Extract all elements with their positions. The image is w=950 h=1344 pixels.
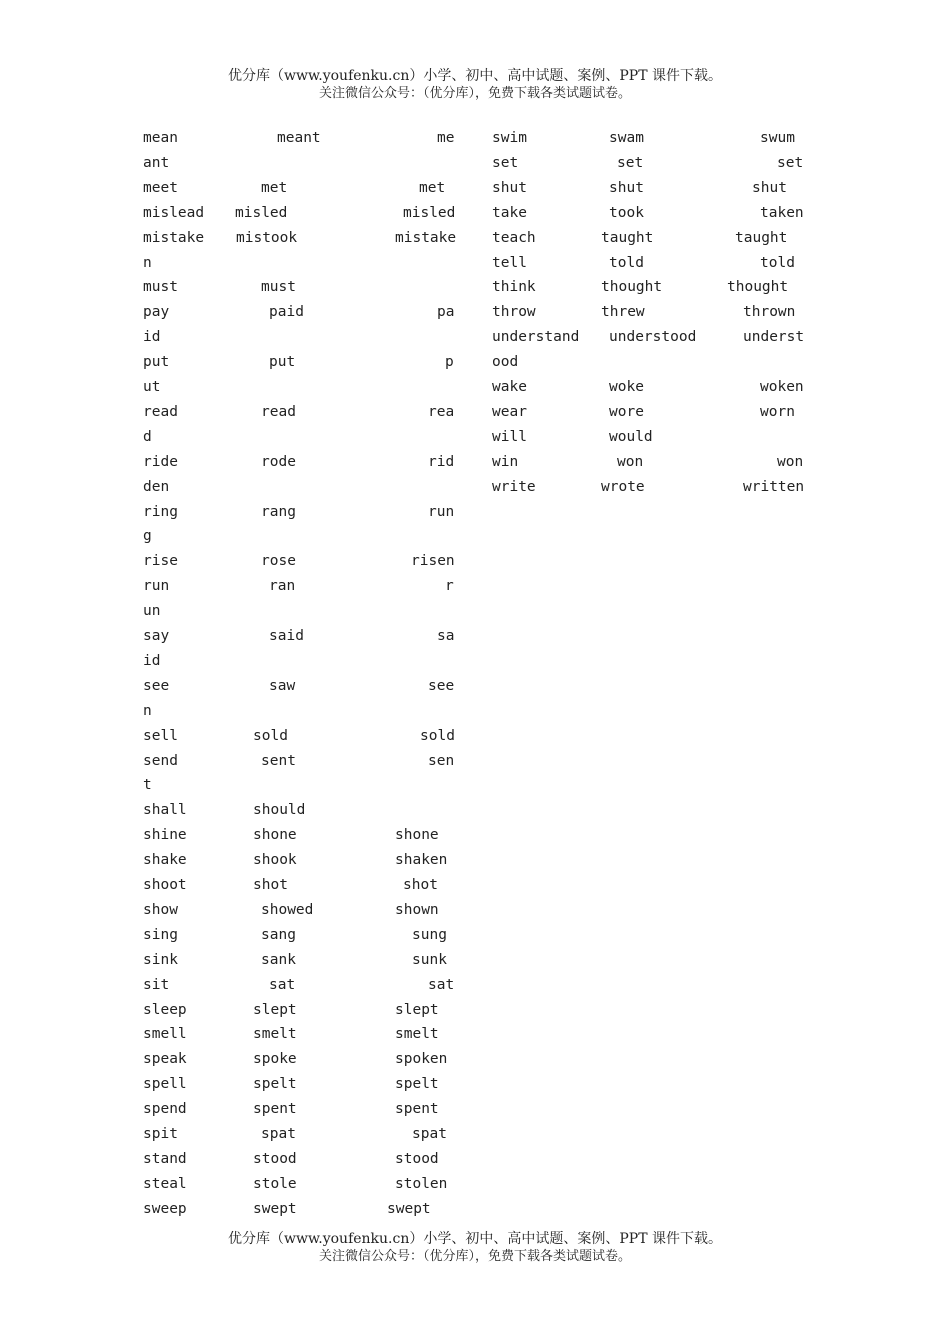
left-verb-row-7-form-2: must bbox=[261, 279, 296, 296]
left-verb-row-26-form-1: send bbox=[143, 752, 178, 769]
right-verb-row-13-form-1: will bbox=[492, 428, 527, 445]
left-verb-row-29-form-2: shone bbox=[253, 827, 297, 844]
left-verb-row-3-form-1: meet bbox=[143, 179, 178, 196]
left-verb-row-13-form-1: d bbox=[143, 428, 152, 445]
left-verb-row-29-form-3: shone bbox=[395, 827, 439, 844]
right-verb-row-15-form-1: write bbox=[492, 478, 536, 495]
right-verb-row-5-form-2: taught bbox=[601, 229, 654, 246]
left-verb-row-42-form-1: stand bbox=[143, 1150, 187, 1167]
left-verb-row-24-form-1: n bbox=[143, 702, 152, 719]
left-verb-row-23-form-2: saw bbox=[269, 677, 296, 694]
left-verb-row-25-form-2: sold bbox=[253, 727, 288, 744]
left-verb-row-4-form-3: misled bbox=[403, 204, 456, 221]
left-verb-row-21-form-1: say bbox=[143, 628, 170, 644]
left-verb-row-28-form-2: should bbox=[253, 802, 306, 819]
right-verb-row-2-form-3: set bbox=[777, 154, 804, 171]
left-verb-row-8-form-2: paid bbox=[269, 304, 304, 321]
right-verb-row-11-form-2: woke bbox=[609, 379, 644, 395]
left-verb-row-39-form-3: spelt bbox=[395, 1076, 439, 1093]
left-verb-row-44-form-2: swept bbox=[253, 1200, 297, 1217]
left-verb-row-43-form-3: stolen bbox=[395, 1175, 448, 1192]
right-verb-row-8-form-2: threw bbox=[601, 304, 645, 321]
header-line-2: 关注微信公众号：（优分库），免费下载各类试题试卷。 bbox=[318, 86, 631, 101]
left-verb-row-37-form-1: smell bbox=[143, 1026, 187, 1043]
left-verb-row-1-form-1: mean bbox=[143, 130, 178, 146]
right-verb-row-6-form-1: tell bbox=[492, 254, 527, 271]
left-verb-row-14-form-2: rode bbox=[261, 453, 296, 470]
left-verb-row-26-form-3: sen bbox=[428, 752, 455, 769]
left-verb-row-18-form-2: rose bbox=[261, 553, 296, 570]
left-verb-row-23-form-3: see bbox=[428, 677, 455, 694]
left-verb-row-41-form-3: spat bbox=[412, 1126, 447, 1142]
left-verb-row-36-form-3: slept bbox=[395, 1001, 439, 1018]
right-verb-row-12-form-1: wear bbox=[492, 403, 527, 420]
right-verb-row-3-form-2: shut bbox=[609, 179, 644, 196]
left-verb-row-33-form-2: sang bbox=[261, 926, 296, 943]
left-verb-row-31-form-2: shot bbox=[253, 877, 288, 893]
right-verb-row-13-form-2: would bbox=[609, 428, 653, 445]
right-verb-row-15-form-3: written bbox=[743, 478, 805, 495]
left-verb-row-42-form-3: stood bbox=[395, 1150, 439, 1167]
left-verb-row-35-form-1: sit bbox=[143, 976, 170, 993]
left-verb-row-10-form-3: p bbox=[445, 354, 454, 371]
left-verb-row-10-form-1: put bbox=[143, 354, 170, 371]
left-verb-row-32-form-2: showed bbox=[261, 901, 314, 918]
right-verb-row-15-form-2: wrote bbox=[601, 478, 645, 495]
left-verb-row-39-form-2: spelt bbox=[253, 1076, 297, 1093]
right-verb-row-7-form-1: think bbox=[492, 279, 536, 296]
left-verb-row-32-form-1: show bbox=[143, 901, 178, 918]
left-verb-row-18-form-3: risen bbox=[411, 553, 455, 570]
left-verb-row-19-form-3: r bbox=[445, 578, 454, 595]
left-verb-row-25-form-1: sell bbox=[143, 727, 178, 744]
left-verb-row-19-form-1: run bbox=[143, 578, 170, 595]
right-verb-row-8-form-1: throw bbox=[492, 304, 536, 321]
right-verb-row-11-form-1: wake bbox=[492, 379, 527, 395]
left-verb-row-11-form-1: ut bbox=[143, 379, 161, 395]
left-verb-row-36-form-2: slept bbox=[253, 1001, 297, 1018]
right-verb-row-9-form-2: understood bbox=[609, 329, 697, 346]
left-verb-row-34-form-3: sunk bbox=[412, 951, 447, 968]
right-verb-row-6-form-2: told bbox=[609, 254, 644, 271]
left-verb-row-29-form-1: shine bbox=[143, 827, 187, 844]
left-verb-row-30-form-1: shake bbox=[143, 852, 187, 869]
left-verb-row-36-form-1: sleep bbox=[143, 1001, 187, 1018]
right-verb-row-12-form-3: worn bbox=[760, 403, 795, 420]
left-verb-row-33-form-3: sung bbox=[412, 926, 447, 943]
left-verb-row-34-form-2: sank bbox=[261, 951, 296, 968]
right-verb-row-1-form-1: swim bbox=[492, 130, 527, 146]
left-verb-row-16-form-3: run bbox=[428, 503, 455, 520]
left-verb-row-17-form-1: g bbox=[143, 528, 152, 545]
right-verb-row-3-form-1: shut bbox=[492, 179, 527, 196]
left-verb-row-21-form-2: said bbox=[269, 628, 304, 644]
right-verb-row-14-form-1: win bbox=[492, 453, 519, 470]
right-verb-row-4-form-2: took bbox=[609, 204, 644, 221]
left-verb-row-16-form-1: ring bbox=[143, 503, 178, 520]
left-verb-row-41-form-1: spit bbox=[143, 1126, 178, 1142]
left-verb-row-1-form-3: me bbox=[437, 130, 455, 146]
left-verb-row-9-form-1: id bbox=[143, 329, 161, 346]
left-verb-row-35-form-2: sat bbox=[269, 976, 296, 993]
footer-line-2: 关注微信公众号：（优分库），免费下载各类试题试卷。 bbox=[318, 1249, 631, 1264]
right-verb-row-2-form-2: set bbox=[617, 154, 644, 171]
left-verb-row-41-form-2: spat bbox=[261, 1126, 296, 1142]
right-verb-row-4-form-3: taken bbox=[760, 204, 804, 221]
right-verb-row-5-form-3: taught bbox=[735, 229, 788, 246]
left-verb-row-8-form-3: pa bbox=[437, 304, 455, 321]
left-verb-row-6-form-1: n bbox=[143, 254, 152, 271]
left-verb-row-22-form-1: id bbox=[143, 652, 161, 669]
left-verb-row-43-form-2: stole bbox=[253, 1175, 297, 1192]
right-verb-row-7-form-3: thought bbox=[727, 279, 789, 296]
left-verb-row-40-form-1: spend bbox=[143, 1101, 187, 1118]
left-verb-row-14-form-1: ride bbox=[143, 453, 178, 470]
left-verb-row-5-form-2: mistook bbox=[236, 229, 298, 246]
left-verb-row-19-form-2: ran bbox=[269, 578, 296, 595]
left-verb-row-4-form-2: misled bbox=[235, 204, 288, 221]
left-verb-row-4-form-1: mislead bbox=[143, 204, 205, 221]
right-verb-row-11-form-3: woken bbox=[760, 379, 804, 395]
right-verb-row-7-form-2: thought bbox=[601, 279, 663, 296]
right-verb-row-8-form-3: thrown bbox=[743, 304, 796, 321]
page-header bbox=[0, 67, 950, 103]
left-verb-row-8-form-1: pay bbox=[143, 304, 170, 321]
left-verb-row-38-form-3: spoken bbox=[395, 1051, 448, 1068]
right-verb-row-9-form-1: understand bbox=[492, 329, 580, 346]
left-verb-row-43-form-1: steal bbox=[143, 1175, 187, 1192]
header-line-1: 优分库（www.youfenku.cn）小学、初中、高中试题、案例、PPT 课件下载。 bbox=[227, 68, 722, 84]
right-verb-row-1-form-3: swum bbox=[760, 130, 795, 146]
footer-line-1: 优分库（www.youfenku.cn）小学、初中、高中试题、案例、PPT 课件下载。 bbox=[227, 1231, 722, 1247]
right-verb-row-2-form-1: set bbox=[492, 154, 519, 171]
left-verb-row-25-form-3: sold bbox=[420, 727, 455, 744]
left-verb-row-5-form-1: mistake bbox=[143, 229, 205, 246]
right-verb-row-12-form-2: wore bbox=[609, 403, 644, 420]
left-verb-row-33-form-1: sing bbox=[143, 926, 178, 943]
left-verb-row-16-form-2: rang bbox=[261, 503, 296, 520]
left-verb-row-2-form-1: ant bbox=[143, 154, 170, 171]
page-footer bbox=[0, 1230, 950, 1266]
left-verb-row-12-form-2: read bbox=[261, 403, 296, 420]
left-verb-row-20-form-1: un bbox=[143, 603, 161, 620]
left-verb-row-26-form-2: sent bbox=[261, 752, 296, 769]
right-verb-row-14-form-2: won bbox=[617, 453, 644, 470]
right-verb-row-4-form-1: take bbox=[492, 204, 527, 221]
left-verb-row-15-form-1: den bbox=[143, 478, 170, 495]
left-verb-row-37-form-2: smelt bbox=[253, 1026, 297, 1043]
left-verb-row-18-form-1: rise bbox=[143, 553, 178, 570]
left-verb-row-7-form-1: must bbox=[143, 279, 178, 296]
right-verb-row-3-form-3: shut bbox=[752, 179, 787, 196]
left-verb-row-31-form-3: shot bbox=[403, 877, 438, 893]
left-verb-row-34-form-1: sink bbox=[143, 951, 178, 968]
left-verb-row-27-form-1: t bbox=[143, 777, 152, 794]
left-verb-row-21-form-3: sa bbox=[437, 628, 455, 644]
left-verb-row-14-form-3: rid bbox=[428, 453, 455, 470]
right-verb-row-14-form-3: won bbox=[777, 453, 804, 470]
left-verb-row-23-form-1: see bbox=[143, 677, 170, 694]
left-verb-row-12-form-1: read bbox=[143, 403, 178, 420]
left-verb-row-37-form-3: smelt bbox=[395, 1026, 439, 1043]
left-verb-row-40-form-2: spent bbox=[253, 1101, 297, 1118]
left-verb-row-44-form-3: swept bbox=[387, 1200, 431, 1217]
right-verb-row-6-form-3: told bbox=[760, 254, 795, 271]
left-verb-row-3-form-2: met bbox=[261, 179, 288, 196]
left-verb-row-10-form-2: put bbox=[269, 354, 296, 371]
left-verb-row-40-form-3: spent bbox=[395, 1101, 439, 1118]
left-verb-row-38-form-2: spoke bbox=[253, 1051, 297, 1068]
left-verb-row-3-form-3: met bbox=[419, 179, 446, 196]
right-verb-row-9-form-3: underst bbox=[743, 329, 805, 346]
left-verb-row-28-form-1: shall bbox=[143, 802, 187, 819]
left-verb-row-42-form-2: stood bbox=[253, 1150, 297, 1167]
left-verb-row-32-form-3: shown bbox=[395, 901, 439, 918]
left-verb-row-38-form-1: speak bbox=[143, 1051, 187, 1068]
right-verb-row-10-form-1: ood bbox=[492, 354, 519, 371]
left-verb-row-35-form-3: sat bbox=[428, 976, 455, 993]
left-verb-row-44-form-1: sweep bbox=[143, 1200, 187, 1217]
right-verb-row-5-form-1: teach bbox=[492, 229, 536, 246]
left-verb-row-1-form-2: meant bbox=[277, 130, 321, 146]
left-verb-row-30-form-3: shaken bbox=[395, 852, 448, 869]
left-verb-row-5-form-3: mistake bbox=[395, 229, 457, 246]
left-verb-row-39-form-1: spell bbox=[143, 1076, 187, 1093]
left-verb-row-31-form-1: shoot bbox=[143, 877, 187, 893]
right-verb-row-1-form-2: swam bbox=[609, 130, 644, 146]
left-verb-row-30-form-2: shook bbox=[253, 852, 297, 869]
left-verb-row-12-form-3: rea bbox=[428, 403, 455, 420]
